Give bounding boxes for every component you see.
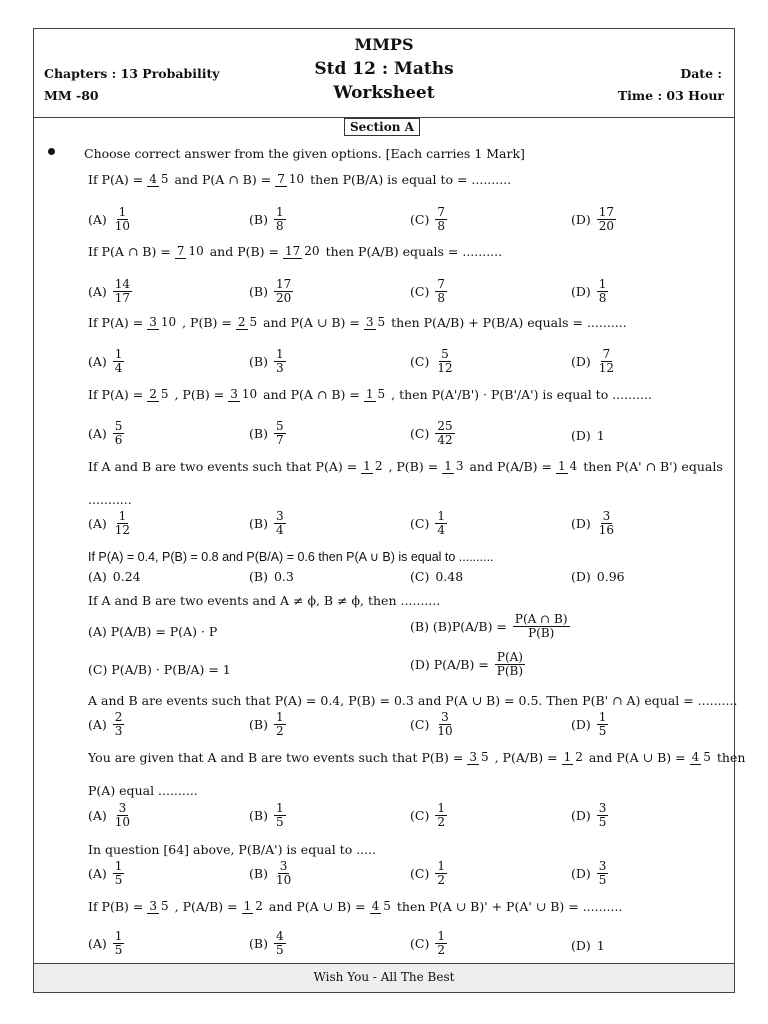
fraction: 7 10 [176,243,204,258]
bullet-icon [48,148,55,155]
option-b[interactable]: (B) $\frac{4}{5}$ [249,929,284,957]
option-b[interactable]: (B) 0.3 [249,569,294,584]
fraction: 1 2 [363,458,383,473]
school-name: MMPS [354,35,414,54]
worksheet-title: Worksheet [333,83,435,103]
fraction: 1 2 [243,898,263,913]
option-d[interactable]: (D) 0.96 [571,569,625,584]
fraction: 2 5 [237,314,258,329]
question-7: If A and B are two events and A ≠ ϕ, B ≠ ϕ, then .......... [88,593,441,608]
option-a[interactable]: (A) $\frac{14}{17}$ [88,277,131,305]
option-c[interactable]: (C) $\frac{5}{12}$ [410,347,453,375]
question-2: If P(A ∩ B) = 7 10 and P(B) = 17 20 then P(A/B) equals = .......... [88,243,503,259]
q-text: and P(A ∩ B) = [174,172,272,187]
question-10: In question [64] above, P(B/A') is equal to ..... [88,842,377,857]
q-text: then P(B/A) is equal to = .......... [310,172,512,187]
time-label: Time : 03 Hour [617,88,724,103]
fraction: 1 5 [365,386,386,401]
header [34,29,734,118]
question-3: If P(A) = 3 10 , P(B) = 2 5 and P(A ∪ B) = 3 5 then P(A/B) + P(B/A) equals = .......... [88,314,627,330]
option-d[interactable]: (D) $\frac{3}{16}$ [571,509,615,537]
option-b[interactable]: (B) $\frac{3}{4}$ [249,509,284,537]
q-text: If P(A) = [88,172,144,187]
option-d[interactable]: (D) $\frac{3}{5}$ [571,801,607,829]
option-b[interactable]: (B) (B)P(A/B) = $\frac{P(A \cap B)}{P(B)}$ [410,612,568,640]
question-9-cont: P(A) equal .......... [88,783,198,798]
worksheet-page [33,28,746,993]
chapter-label: Chapters : 13 Probability [44,66,220,81]
option-b[interactable]: (B) $\frac{5}{7}$ [249,419,284,447]
question-5-cont: ........... [88,492,132,507]
option-d[interactable]: (D) $\frac{3}{5}$ [571,859,607,887]
fraction: 1 4 [558,458,578,473]
question-8: A and B are events such that P(A) = 0.4, P(B) = 0.3 and P(A ∪ B) = 0.5. Then P(B' ∩ A) equal = .......... [88,693,738,708]
option-c[interactable]: (C) $\frac{3}{10}$ [410,710,453,738]
option-a[interactable]: (A) 0.24 [88,569,141,584]
option-a[interactable]: (A) $\frac{5}{6}$ [88,419,123,447]
option-d[interactable]: (D) $\frac{1}{5}$ [571,710,607,738]
option-c[interactable]: (C) $\frac{1}{2}$ [410,859,445,887]
option-b[interactable]: (B) $\frac{3}{10}$ [249,859,292,887]
option-c[interactable]: (C) $\frac{1}{4}$ [410,509,445,537]
option-c[interactable]: (C) $\frac{7}{8}$ [410,277,445,305]
option-d[interactable]: (D) $\frac{7}{12}$ [571,347,615,375]
option-d[interactable]: (D) 1 [571,428,605,443]
option-a[interactable]: (A) $\frac{2}{3}$ [88,710,123,738]
fraction: 4 5 [691,749,711,764]
section-label: Section A [344,118,420,136]
std-subject: Std 12 : Maths [314,59,454,79]
option-b[interactable]: (B) $\frac{1}{8}$ [249,205,284,233]
footer: Wish You - All The Best [34,963,734,992]
max-marks: MM -80 [44,88,99,103]
fraction: 4 5 [149,171,169,186]
option-d[interactable]: (D) P(A/B) = $\frac{P(A)}{P(B)}$ [410,650,524,678]
fraction: 3 5 [149,898,169,913]
instruction: Choose correct answer from the given options. [Each carries 1 Mark] [84,146,525,161]
option-d[interactable]: (D) $\frac{1}{8}$ [571,277,607,305]
option-b[interactable]: (B) $\frac{17}{20}$ [249,277,292,305]
question-11: If P(B) = 3 5 , P(A/B) = 1 2 and P(A ∪ B) = 4 5 then P(A ∪ B)' + P(A' ∪ B) = .......... [88,898,623,914]
option-c[interactable]: (C) 0.48 [410,569,464,584]
option-c[interactable]: (C) $\frac{7}{8}$ [410,205,445,233]
option-a[interactable]: (A) $\frac{1}{12}$ [88,509,131,537]
option-b[interactable]: (B) $\frac{1}{5}$ [249,801,284,829]
option-d[interactable]: (D) 1 [571,938,605,953]
fraction: 7 10 [277,171,305,186]
option-d[interactable]: (D) $\frac{17}{20}$ [571,205,615,233]
question-5: If A and B are two events such that P(A) = 1 2 , P(B) = 1 3 and P(A/B) = 1 4 then P(A' ∩ B') equals [88,458,723,474]
option-a[interactable]: (A) P(A/B) = P(A) · P [88,624,218,639]
question-9: You are given that A and B are two events such that P(B) = 3 5 , P(A/B) = 1 2 and P(A ∪ B) = 4 5 then [88,749,746,765]
fraction: 2 5 [149,386,169,401]
option-a[interactable]: (A) $\frac{1}{4}$ [88,347,123,375]
fraction: 4 5 [371,898,391,913]
option-c[interactable]: (C) $\frac{1}{2}$ [410,929,445,957]
fraction: 3 5 [365,314,386,329]
question-6: If P(A) = 0.4, P(B) = 0.8 and P(B/A) = 0.6 then P(A ∪ B) is equal to .......... [88,550,494,564]
fraction: 3 5 [469,749,489,764]
option-b[interactable]: (B) $\frac{1}{3}$ [249,347,284,375]
option-a[interactable]: (A) $\frac{1}{10}$ [88,205,131,233]
fraction: 3 10 [149,314,177,329]
option-c[interactable]: (C) $\frac{25}{42}$ [410,419,453,447]
option-a[interactable]: (A) $\frac{1}{5}$ [88,929,123,957]
option-c[interactable]: (C) P(A/B) · P(B/A) = 1 [88,662,231,677]
option-c[interactable]: (C) $\frac{1}{2}$ [410,801,445,829]
option-a[interactable]: (A) $\frac{1}{5}$ [88,859,123,887]
date-label: Date : [680,66,722,81]
fraction: 17 20 [285,243,320,258]
option-a[interactable]: (A) $\frac{3}{10}$ [88,801,131,829]
question-4: If P(A) = 2 5 , P(B) = 3 10 and P(A ∩ B) = 1 5 , then P(A'/B') · P(B'/A') is equal to .......... [88,386,652,402]
fraction: 1 2 [563,749,583,764]
option-b[interactable]: (B) $\frac{1}{2}$ [249,710,284,738]
question-1 [88,172,511,187]
fraction: 1 3 [444,458,464,473]
fraction: 3 10 [230,386,258,401]
